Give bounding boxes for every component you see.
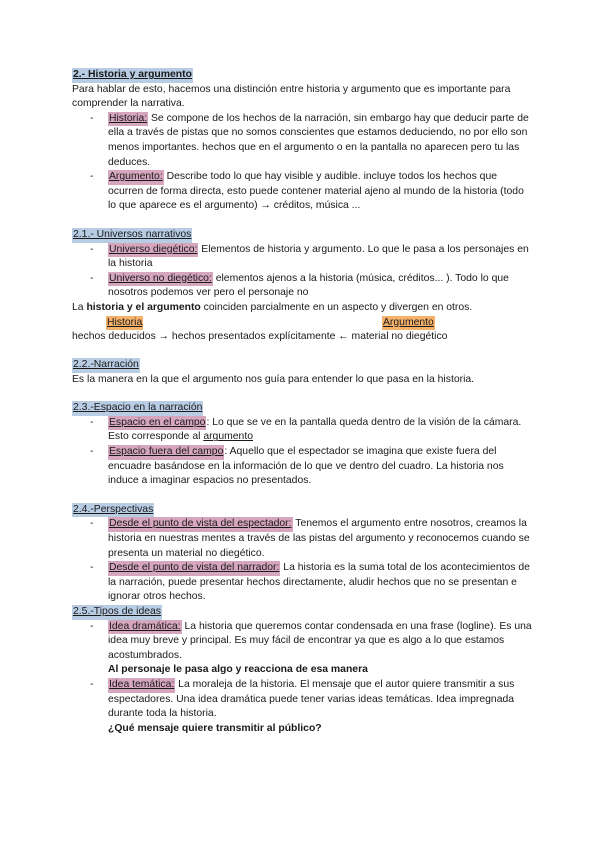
term: Argumento: (108, 170, 164, 185)
label-historia: Historia (106, 316, 143, 331)
text-fragment: La (72, 301, 87, 313)
paragraph: Es la manera en la que el argumento nos guía para entender lo que pasa en la historia. (72, 373, 475, 385)
list-item (72, 517, 532, 561)
section-espacio (72, 401, 532, 489)
underlined-word: argumento (203, 431, 253, 443)
bold-fragment: historia y el argumento (86, 301, 201, 313)
term: Universo diegético: (108, 243, 198, 258)
list-item (72, 561, 532, 605)
definition: La historia que queremos contar condensada en una frase (logline). Es una idea muy breve y principal. Es muy fácil de encontrar ya que es algo a lo que estamos acostumbrados. (108, 620, 532, 661)
label-row (72, 316, 532, 330)
bold-summary: Al personaje le pasa algo y reacciona de esa manera (108, 664, 368, 676)
arrow-line: hechos deducidos → hechos presentados explícitamente ← material no diegético (72, 330, 448, 342)
definition: : Aquello que el espectador se imagina que existe fuera del encuadre basándose en la información de lo que ve dentro del cuadro. La historia nos induce a imaginar espacios no presentados. (108, 446, 504, 487)
list-item (72, 112, 532, 170)
list-item (72, 243, 532, 272)
section-narracion (72, 358, 532, 387)
list-item (72, 272, 532, 301)
bold-summary: ¿Qué mensaje quiere transmitir al público? (108, 722, 322, 734)
list-item (72, 170, 532, 214)
section-perspectivas (72, 503, 532, 605)
definition: Elementos de historia y argumento. Lo que le pasa a los personajes en la historia (108, 243, 529, 270)
term: Desde el punto de vista del narrador: (108, 561, 280, 576)
term: Espacio en el campo (108, 416, 206, 431)
term: Espacio fuera del campo (108, 445, 224, 460)
term: Universo no diegético: (108, 272, 213, 287)
definition: Se compone de los hechos de la narración, sin embargo hay que deducir parte de ella a través de pistas que no somos conscientes que estamos deduciendo, no por ello son menos importantes. hechos que en el argumento o en la pantalla no aparecen pero tu las deduces. (108, 112, 529, 168)
definition: La historia es la suma total de los acontecimientos de la narración, puede presentar hechos directamente, aludir hechos que no se presentan e ignorar otros hechos. (108, 562, 530, 603)
section-title: 2.1.- Universos narrativos (72, 228, 192, 243)
coincidence-line (72, 301, 532, 316)
section-universos (72, 228, 532, 344)
intro-paragraph: Para hablar de esto, hacemos una distinción entre historia y argumento que es importante para comprender la narrativa. (72, 83, 511, 110)
list-item (72, 620, 532, 678)
list-item (72, 416, 532, 445)
definition: Tenemos el argumento entre nosotros, creamos la historia en nuestras mentes a través de las pistas del argumento y reconocemos cuando se presenta un material no diegético. (108, 518, 530, 559)
section-tipos-ideas (72, 605, 532, 736)
text-fragment: coinciden parcialmente en un aspecto y divergen en otros. (200, 301, 473, 313)
section-title: 2.3.-Espacio en la narración (72, 401, 203, 416)
term: Idea dramática: (108, 620, 182, 635)
document-page (72, 68, 532, 736)
section-title: 2.2.-Narración (72, 358, 140, 373)
section-title: 2.- Historia y argumento (72, 68, 193, 83)
term: Desde el punto de vista del espectador: (108, 517, 293, 532)
definition: Describe todo lo que hay visible y audible. incluye todos los hechos que ocurren de forma directa, esto puede contener material ajeno al mundo de la historia (todo lo que aparece es el argumento) → créditos, música ... (108, 171, 524, 212)
definition: La moraleja de la historia. El mensaje que el autor quiere transmitir a sus espectadores. Una idea dramática puede tener varias ideas temáticas. Idea impregnada durante toda la historia. (108, 678, 515, 720)
list-item (72, 445, 532, 489)
definition: : Lo que se ve en la pantalla queda dentro de la visión de la cámara. Esto corresponde al (108, 416, 522, 443)
section-historia-argumento (72, 68, 532, 214)
section-title: 2.4.-Perspectivas (72, 503, 154, 518)
label-argumento: Argumento (382, 316, 435, 331)
definition: elementos ajenos a la historia (música, créditos... ). Todo lo que nosotros podemos ver pero el personaje no (108, 272, 509, 299)
list-item (72, 678, 532, 736)
section-title: 2.5.-Tipos de ideas (72, 605, 162, 620)
term: Historia: (108, 112, 148, 127)
term: Idea temática: (108, 678, 175, 693)
